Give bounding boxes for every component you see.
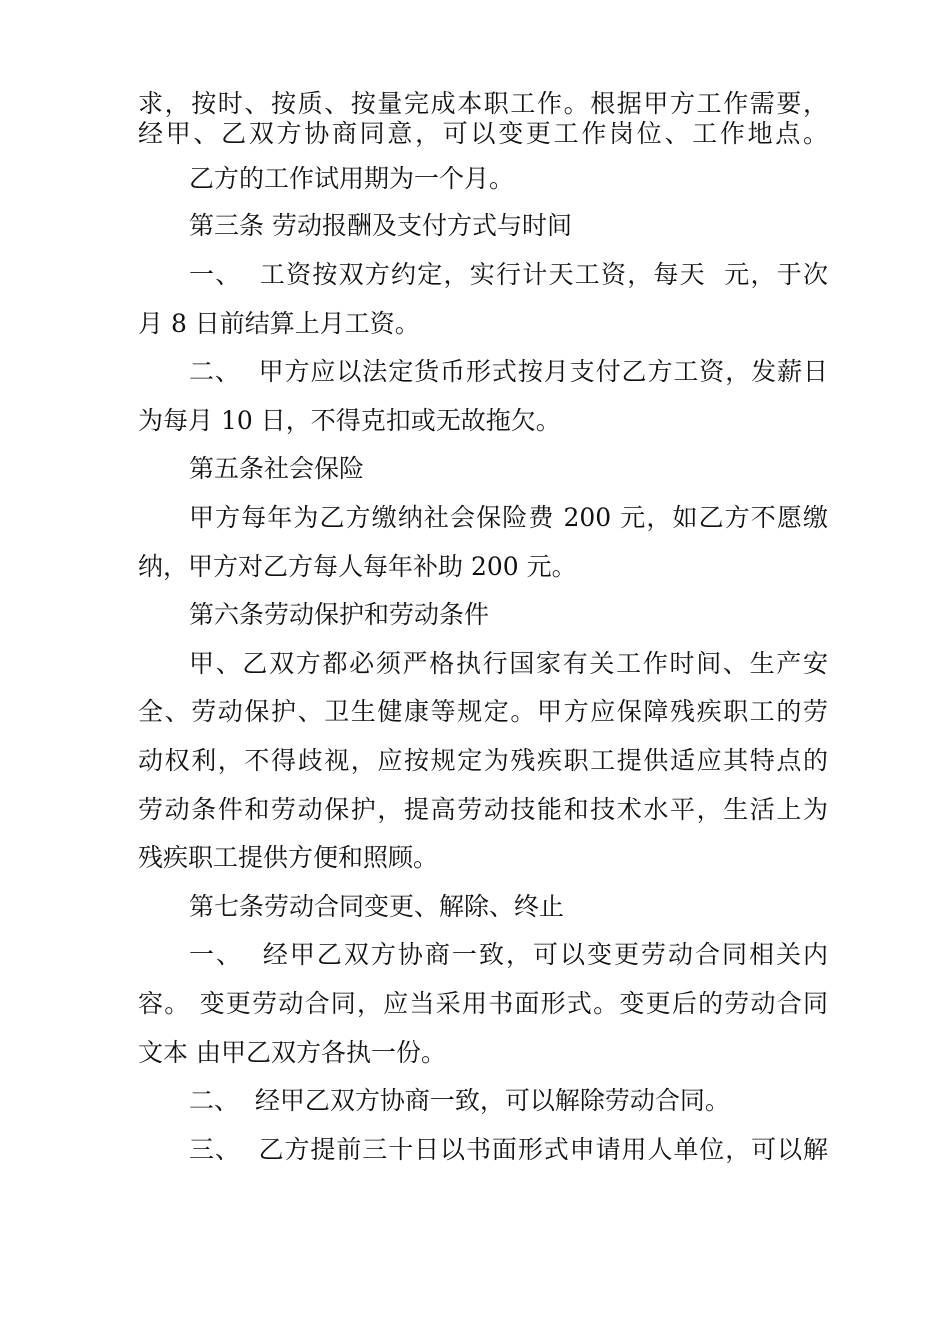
text-line: 甲、乙双方都必须严格执行国家有关工作时间、生产安: [189, 649, 828, 678]
text-line: 全、劳动保护、卫生健康等规定。甲方应保障残疾职工的劳: [138, 697, 828, 726]
text-line: 求，按时、按质、按量完成本职工作。根据甲方工作需要，: [138, 89, 828, 118]
text-line: 文本 由甲乙双方各执一份。: [138, 1038, 446, 1067]
section-heading: 第三条 劳动报酬及支付方式与时间: [189, 211, 572, 240]
text-line: 二、 甲方应以法定货币形式按月支付乙方工资，发薪日: [189, 357, 828, 386]
text-line: 纳，甲方对乙方每人每年补助 200 元。: [138, 552, 577, 581]
section-heading: 第五条社会保险: [189, 454, 365, 483]
section-heading: 第六条劳动保护和劳动条件: [189, 600, 490, 629]
text-line: 经甲、乙双方协商同意，可以变更工作岗位、工作地点。: [138, 119, 828, 148]
text-line: 一、 经甲乙双方协商一致，可以变更劳动合同相关内: [189, 940, 828, 969]
text-line: 容。 变更劳动合同，应当采用书面形式。变更后的劳动合同: [138, 989, 828, 1018]
text-line: 三、 乙方提前三十日以书面形式申请用人单位，可以解: [189, 1135, 828, 1164]
text-line: 乙方的工作试用期为一个月。: [189, 164, 515, 193]
text-line: 劳动条件和劳动保护，提高劳动技能和技术水平，生活上为: [138, 795, 828, 824]
text-line: 动权利，不得歧视，应按规定为残疾职工提供适应其特点的: [138, 746, 828, 775]
text-line: 为每月 10 日，不得克扣或无故拖欠。: [138, 406, 561, 435]
text-line: 一、 工资按双方约定，实行计天工资，每天 元，于次: [189, 260, 828, 289]
text-line: 月 8 日前结算上月工资。: [138, 309, 420, 338]
text-line: 残疾职工提供方便和照顾。: [138, 843, 439, 872]
text-line: 甲方每年为乙方缴纳社会保险费 200 元，如乙方不愿缴: [189, 503, 828, 532]
text-line: 二、 经甲乙双方协商一致，可以解除劳动合同。: [189, 1086, 730, 1115]
section-heading: 第七条劳动合同变更、解除、终止: [189, 892, 565, 921]
